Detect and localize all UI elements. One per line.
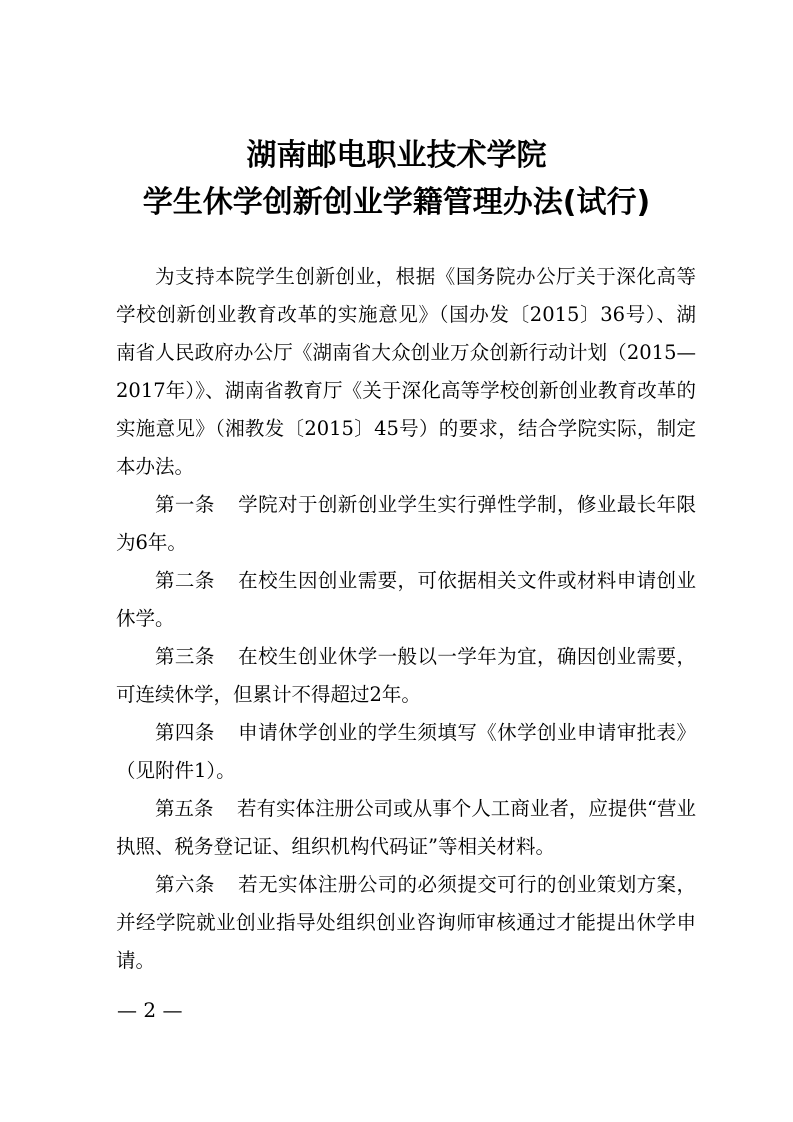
- article-1-number: 第一条: [155, 493, 215, 516]
- article-4-number: 第四条: [155, 721, 215, 744]
- article-2-number: 第二条: [155, 569, 215, 592]
- article-6: [116, 866, 696, 980]
- article-1: [116, 486, 696, 562]
- preamble-paragraph: 为支持本院学生创新创业，根据《国务院办公厅关于深化高等学校创新创业教育改革的实施意见》（国办发〔2015〕36号）、湖南省人民政府办公厅《湖南省大众创业万众创新行动计划（2015—2017年）》、湖南省教育厅《关于深化高等学校创新创业教育改革的实施意见》（湘教发〔2015〕45号）的要求，结合学院实际，制定本办法。: [116, 265, 696, 478]
- article-3-number: 第三条: [155, 645, 215, 668]
- article-6-text: 若无实体注册公司的必须提交可行的创业策划方案，并经学院就业创业指导处组织创业咨询师审核通过才能提出休学申请。: [116, 873, 696, 972]
- document-title-line1: 湖南邮电职业技术学院: [246, 138, 547, 173]
- page-number: — 2 —: [117, 998, 183, 1022]
- article-2: [116, 562, 696, 638]
- article-5: [116, 790, 696, 866]
- article-3: [116, 638, 696, 714]
- article-5-text: 若有实体注册公司或从事个人工商业者，应提供“营业执照、税务登记证、组织机构代码证”等相关材料。: [116, 797, 696, 858]
- document-title-line2: 学生休学创新创业学籍管理办法(试行): [142, 185, 651, 220]
- article-6-number: 第六条: [155, 873, 215, 896]
- article-4-text: 申请休学创业的学生须填写《休学创业申请审批表》（见附件1）。: [116, 721, 696, 782]
- article-3-text: 在校生创业休学一般以一学年为宜，确因创业需要，可连续休学，但累计不得超过2年。: [116, 645, 696, 706]
- article-5-number: 第五条: [155, 797, 214, 820]
- article-4: [116, 714, 696, 790]
- document-body: [116, 258, 696, 980]
- article-2-text: 在校生因创业需要，可依据相关文件或材料申请创业休学。: [116, 569, 696, 630]
- article-1-text: 学院对于创新创业学生实行弹性学制，修业最长年限为6年。: [116, 493, 696, 554]
